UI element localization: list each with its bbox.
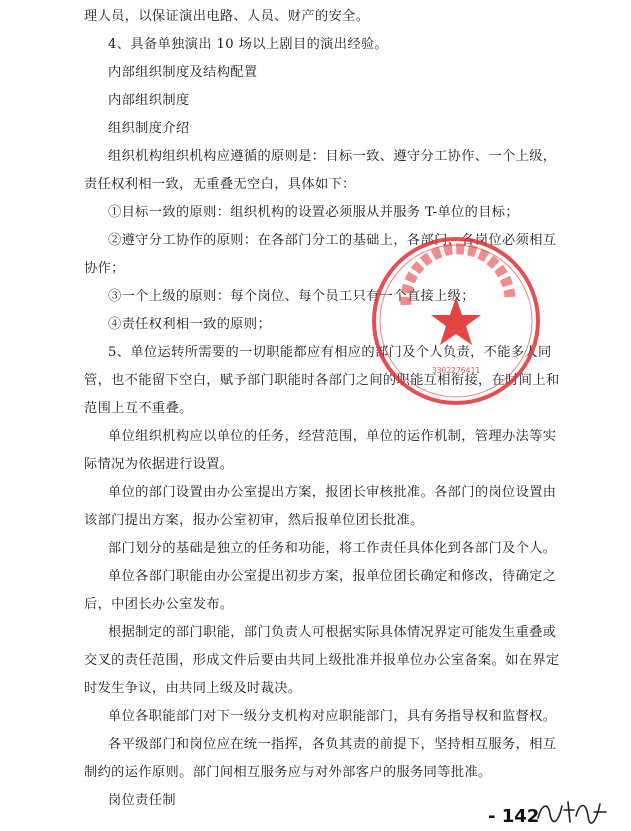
section-heading: 内部组织制度	[108, 93, 190, 108]
section-heading: 组织制度介绍	[108, 121, 190, 136]
text-line: 时发生争议，由共同上级及时裁决。	[84, 681, 302, 696]
text-line: 协作；	[84, 261, 125, 276]
text-line: 5、单位运转所需要的一切职能都应有相应的部门及个人负责，不能多人同	[108, 345, 552, 360]
text-line: 部门划分的基础是独立的任务和功能，将工作责任具体化到各部门及个人。	[108, 541, 557, 556]
text-line: 各平级部门和岗位应在统一指挥，各负其责的前提下，坚持相互服务，相互	[108, 737, 557, 752]
company-seal	[370, 235, 542, 407]
text-line: ④责任权利相一致的原则；	[108, 317, 272, 332]
text-line: 范围上互不重叠。	[84, 401, 193, 416]
text-line: ③一个上级的原则：每个岗位、每个员工只有一个直接上级；	[108, 289, 475, 304]
seal-number: 3302276411	[431, 366, 481, 375]
text-line: 制约的运作原则。部门间相互服务应与对外部客户的服务同等批准。	[84, 765, 492, 780]
text-line: ②遵守分工协作的原则：在各部门分工的基础上，各部门、各岗位必须相互	[108, 233, 557, 248]
text-line: 该部门提出方案，报办公室初审，然后报单位团长批准。	[84, 513, 424, 528]
text-line: 理人员，以保证演出电路、人员、财产的安全。	[84, 9, 370, 24]
text-line: 际情况为依据进行设置。	[84, 457, 234, 472]
text-line: 管，也不能留下空白，赋予部门职能时各部门之间的职能互相衔接，在时间上和	[84, 373, 560, 388]
text-line: 单位组织机构应以单位的任务，经营范围，单位的运作机制，管理办法等实	[108, 429, 557, 444]
text-line: 交叉的责任范围，形成文件后要由共同上级批准并报单位办公室备案。如在界定	[84, 653, 560, 668]
page-number: - 142	[488, 806, 540, 827]
star-icon	[431, 297, 481, 345]
text-line: 责任权利相一致，无重叠无空白，具体如下：	[84, 177, 356, 192]
text-line: 组织机构组织机构应遵循的原则是：目标一致、遵守分工协作、一个上级，	[108, 149, 557, 164]
section-heading: 岗位责任制	[108, 793, 176, 808]
text-line: 根据制定的部门职能，部门负责人可根据实际具体情况界定可能发生重叠或	[108, 625, 557, 640]
text-line: 单位各职能部门对下一级分支机构对应职能部门，具有务指导权和监督权。	[108, 709, 557, 724]
handwritten-signature	[534, 796, 610, 826]
text-line: 后，中团长办公室发布。	[84, 597, 234, 612]
text-line: 单位各部门职能由办公室提出初步方案，报单位团长确定和修改，待确定之	[108, 569, 557, 584]
text-line: 4、具备单独演出 10 场以上剧目的演出经验。	[108, 37, 389, 52]
section-heading: 内部组织制度及结构配置	[108, 65, 258, 80]
text-line: ①目标一致的原则：组织机构的设置必须服从并服务 T-单位的目标；	[108, 205, 519, 220]
text-line: 单位的部门设置由办公室提出方案，报团长审核批准。各部门的岗位设置由	[108, 485, 557, 500]
